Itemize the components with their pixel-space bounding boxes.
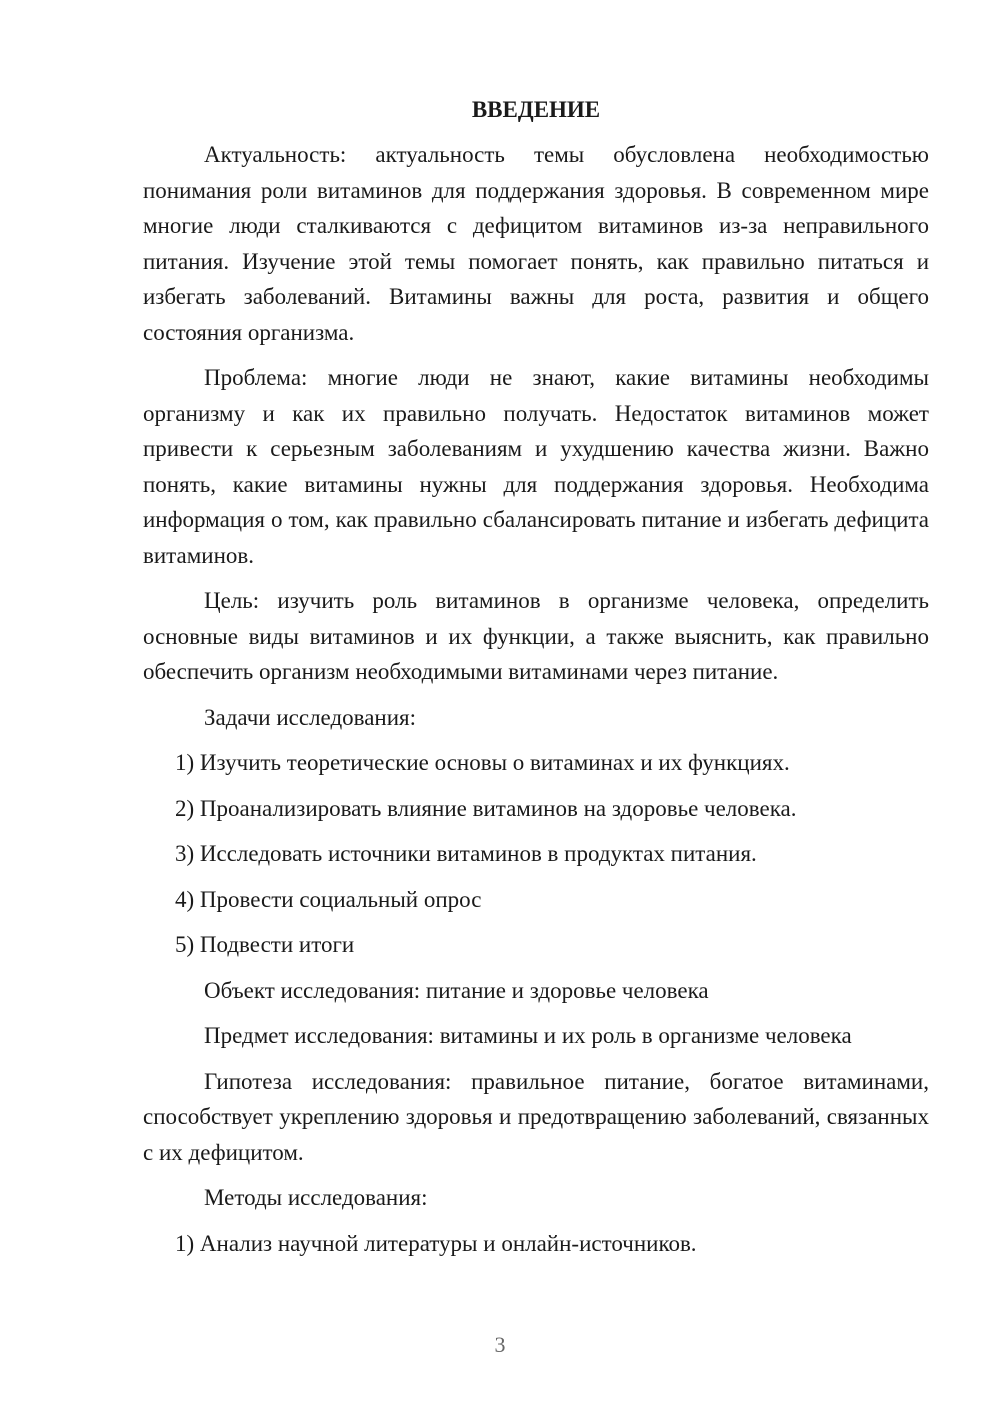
list-item: 5) Подвести итоги xyxy=(175,932,355,957)
goal-paragraph: Цель: изучить роль витаминов в организме человека, определить основные виды витаминов и их функции, а также выяснить, как правильно обеспечить организм необходимыми витаминами через питание. xyxy=(143,588,929,684)
hypothesis-paragraph: Гипотеза исследования: правильное питание, богатое витаминами, способствует укреплению здоровья и предотвращению заболеваний, связанных с их дефицитом. xyxy=(143,1068,929,1165)
list-item: 4) Провести социальный опрос xyxy=(175,886,482,912)
list-item: 1) Изучить теоретические основы о витаминах и их функциях. xyxy=(175,750,790,775)
methods-heading: Методы исследования: xyxy=(204,1185,428,1210)
page-title: ВВЕДЕНИЕ xyxy=(471,97,601,122)
relevance-paragraph: Актуальность: актуальность темы обусловлена необходимостью понимания роли витаминов для поддержания здоровья. В современном мире многие люди сталкиваются с дефицитом витаминов из-за неправильного питания. Изучение этой темы помогает понять, как правильно питаться и избегать заболеваний. Витамины важны для роста, развития и общего состояния организма. xyxy=(143,142,929,345)
research-subject: Предмет исследования: витамины и их роль в организме человека xyxy=(204,1023,852,1048)
tasks-list xyxy=(143,745,929,963)
list-item: 3) Исследовать источники витаминов в продуктах питания. xyxy=(175,841,757,866)
methods-list xyxy=(143,1226,929,1262)
list-item: 2) Проанализировать влияние витаминов на здоровье человека. xyxy=(175,795,797,821)
problem-paragraph: Проблема: многие люди не знают, какие витамины необходимы организму и как их правильно получать. Недостаток витаминов может привести к серьезным заболеваниям и ухудшению качества жизни. Важно понять, какие витамины нужны для поддержания здоровья. Необходима информация о том, как правильно сбалансировать питание и избегать дефицита витаминов. xyxy=(143,365,929,568)
document-page xyxy=(143,92,929,1271)
research-object: Объект исследования: питание и здоровье человека xyxy=(204,977,709,1003)
page-number: 3 xyxy=(494,1332,506,1357)
list-item: 1) Анализ научной литературы и онлайн-источников. xyxy=(175,1230,697,1256)
tasks-heading: Задачи исследования: xyxy=(204,704,417,730)
